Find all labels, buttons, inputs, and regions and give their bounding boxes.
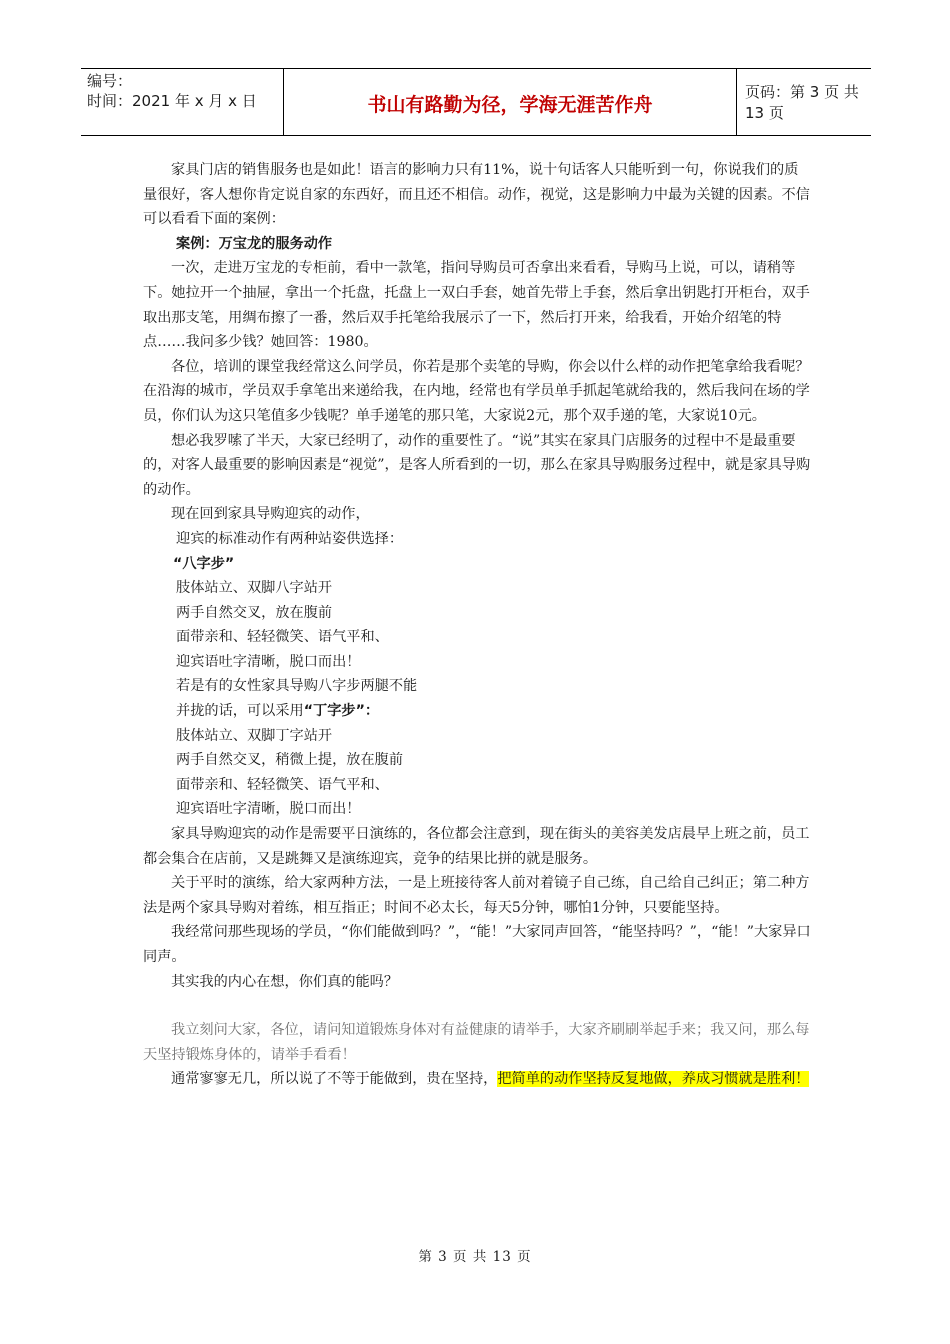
list-item: 肢体站立、双脚八字站开 bbox=[176, 580, 333, 597]
list-item: 面带亲和、轻轻微笑、语气平和、 bbox=[176, 776, 389, 793]
paragraph: 家具导购迎宾的动作是需要平日演练的，各位都会注意到，现在街头的美容美发店晨早上班之前，员工都会集合在店前，又是跳舞又是演练迎宾，竞争的结果比拼的就是服务。 bbox=[143, 826, 810, 867]
paragraph: 想必我罗嗦了半天，大家已经明了，动作的重要性了。“说”其实在家具门店服务的过程中不是最重要的，对客人最重要的影响因素是“视觉”，是客人所看到的一切，那么在家具导购服务过程中，就是家具导购的动作。 bbox=[143, 432, 811, 498]
date-label: 时间：2021 年 x 月 x 日 bbox=[87, 92, 257, 110]
case-title: 案例：万宝龙的服务动作 bbox=[176, 235, 333, 252]
paragraph: 关于平时的演练，给大家两种方法，一是上班接待客人前对着镜子自己练，自己给自己纠正；第二种方法是两个家具导购对着练，相互指正；时间不必太长，每天5分钟，哪怕1分钟，只要能坚持。 bbox=[143, 875, 810, 916]
paragraph: 家具门店的销售服务也是如此！语言的影响力只有11%，说十句话客人只能听到一句，你说我们的质量很好，客人想你肯定说自家的东西好，而且还不相信。动作，视觉，这是影响力中最为关键的因素。不信可以看看下面的案例： bbox=[143, 162, 810, 228]
paragraph: 迎宾的标准动作有两种站姿供选择： bbox=[176, 530, 404, 547]
text-span: 并拢的话，可以采用 bbox=[176, 703, 304, 720]
document-body bbox=[143, 158, 811, 1092]
dingzi-title: “丁字步”： bbox=[303, 703, 380, 720]
list-item: 肢体站立、双脚丁字站开 bbox=[176, 727, 333, 744]
list-item: 面带亲和、轻轻微笑、语气平和、 bbox=[176, 629, 389, 646]
paragraph: 我经常问那些现场的学员，“你们能做到吗？”，“能！”大家同声回答，“能坚持吗？”，“能！”大家异口同声。 bbox=[143, 924, 811, 965]
paragraph: 现在回到家具导购迎宾的动作， bbox=[171, 506, 370, 523]
paragraph: 其实我的内心在想，你们真的能吗？ bbox=[171, 973, 399, 990]
list-item: 两手自然交叉，稍微上提，放在腹前 bbox=[176, 752, 404, 769]
header-page-info: 页码：第 3 页 共 13 页 bbox=[745, 83, 859, 122]
page-header bbox=[81, 68, 871, 136]
header-meta bbox=[81, 69, 284, 135]
paragraph: 各位，培训的课堂我经常这么问学员，你若是那个卖笔的导购，你会以什么样的动作把笔拿给我看呢？在沿海的城市，学员双手拿笔出来递给我，在内地，经常也有学员单手抓起笔就给我的，然后我问在场的学员，你们认为这只笔值多少钱呢？单手递笔的那只笔，大家说2元，那个双手递的笔，大家说10元。 bbox=[143, 358, 810, 424]
paragraph bbox=[143, 699, 811, 724]
text-span: 通常寥寥无几，所以说了不等于能做到，贵在坚持， bbox=[171, 1071, 498, 1088]
page-footer: 第 3 页 共 13 页 bbox=[418, 1249, 532, 1265]
number-label: 编号： bbox=[87, 72, 133, 90]
list-item: 迎宾语吐字清晰，脱口而出！ bbox=[176, 801, 361, 818]
list-item: 迎宾语吐字清晰，脱口而出！ bbox=[176, 653, 361, 670]
highlighted-text: 把简单的动作坚持反复地做，养成习惯就是胜利！ bbox=[497, 1071, 810, 1088]
spacer bbox=[143, 994, 811, 1018]
paragraph: 若是有的女性家具导购八字步两腿不能 bbox=[176, 678, 418, 695]
paragraph: 我立刻问大家，各位，请问知道锻炼身体对有益健康的请举手，大家齐刷刷举起手来；我又问，那么每天坚持锻炼身体的，请举手看看！ bbox=[143, 1022, 810, 1063]
bazi-title: “八字步” bbox=[173, 555, 235, 572]
paragraph bbox=[143, 1067, 811, 1092]
header-motto: 书山有路勤为径，学海无涯苦作舟 bbox=[284, 69, 737, 135]
list-item: 两手自然交叉，放在腹前 bbox=[176, 604, 333, 621]
paragraph: 一次，走进万宝龙的专柜前，看中一款笔，指问导购员可否拿出来看看，导购马上说，可以，请稍等下。她拉开一个抽屉，拿出一个托盘，托盘上一双白手套，她首先带上手套，然后拿出钥匙打开柜台，双手取出那支笔，用绸布擦了一番，然后双手托笔给我展示了一下，然后打开来，给我看，开始介绍笔的特点……我问多少钱？她回答：1980。 bbox=[143, 260, 810, 351]
